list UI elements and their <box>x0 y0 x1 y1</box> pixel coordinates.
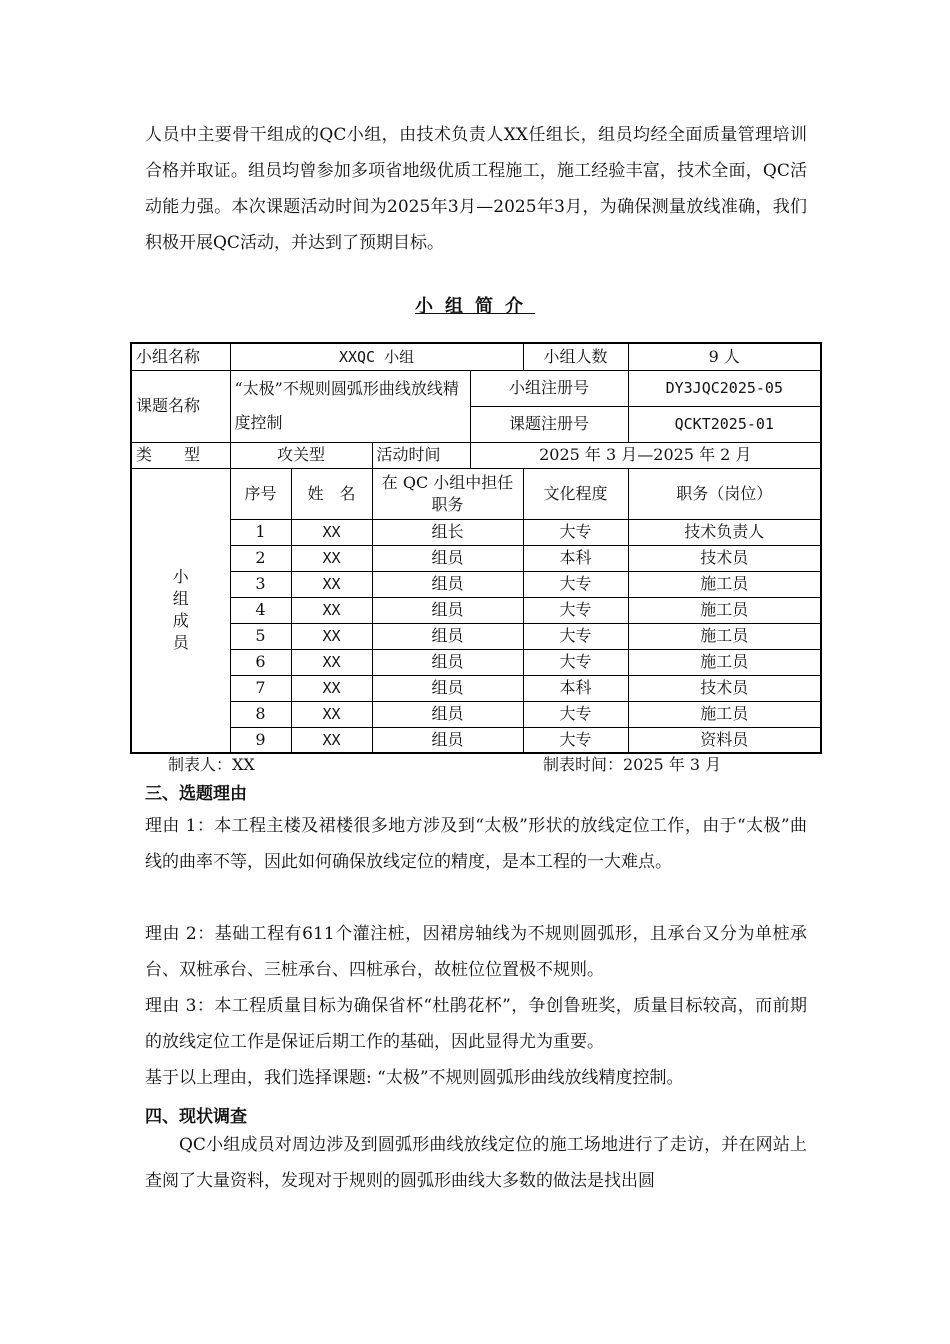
member-role: 组员 <box>372 545 523 571</box>
table-header-row <box>131 468 821 519</box>
member-position: 施工员 <box>628 701 821 727</box>
header-qc-role: 在 QC 小组中担任职务 <box>372 468 523 519</box>
group-name-label: 小组名称 <box>131 343 230 370</box>
group-reg-value: DY3JQC2025-05 <box>628 370 821 406</box>
activity-time-value: 2025 年 3 月—2025 年 2 月 <box>470 442 821 468</box>
member-name: XX <box>291 623 372 649</box>
members-label: 小组成员 <box>131 468 230 753</box>
member-position: 施工员 <box>628 623 821 649</box>
member-education: 本科 <box>523 545 628 571</box>
member-education: 大专 <box>523 701 628 727</box>
member-no: 4 <box>230 597 291 623</box>
member-position: 施工员 <box>628 597 821 623</box>
table-row <box>131 519 821 545</box>
member-role: 组长 <box>372 519 523 545</box>
table-row <box>131 727 821 753</box>
reason-1: 理由 1：本工程主楼及裙楼很多地方涉及到“太极”形状的放线定位工作，由于“太极”曲线的曲率不等，因此如何确保放线定位的精度，是本工程的一大难点。 <box>145 816 807 872</box>
prepared-time: 制表时间：2025 年 3 月 <box>543 755 722 774</box>
conclusion: 基于以上理由，我们选择课题: “太极”不规则圆弧形曲线放线精度控制。 <box>145 1068 684 1088</box>
group-name-value: XXQC 小组 <box>230 343 523 370</box>
member-role: 组员 <box>372 675 523 701</box>
member-name: XX <box>291 597 372 623</box>
table-row <box>131 343 821 370</box>
group-size-value: 9 人 <box>628 343 821 370</box>
type-value: 攻关型 <box>230 442 372 468</box>
topic-name-value: “太极”不规则圆弧形曲线放线精度控制 <box>230 370 470 442</box>
table-row <box>131 649 821 675</box>
group-reg-label: 小组注册号 <box>470 370 628 406</box>
member-name: XX <box>291 701 372 727</box>
intro-paragraph: 人员中主要骨干组成的QC小组，由技术负责人XX任组长，组员均经全面质量管理培训合格并取证。组员均曾参加多项省地级优质工程施工，施工经验丰富，技术全面，QC活动能力强。本次课题活动时间为2025年3月—2025年3月，为确保测量放线准确，我们积极开展QC活动，并达到了预期目标。 <box>145 125 807 253</box>
member-name: XX <box>291 675 372 701</box>
header-position: 职务（岗位） <box>628 468 821 519</box>
member-role: 组员 <box>372 649 523 675</box>
member-education: 大专 <box>523 519 628 545</box>
team-info-table <box>130 342 822 754</box>
group-size-label: 小组人数 <box>523 343 628 370</box>
member-education: 大专 <box>523 727 628 753</box>
member-no: 6 <box>230 649 291 675</box>
member-position: 资料员 <box>628 727 821 753</box>
member-education: 大专 <box>523 571 628 597</box>
table-row <box>131 571 821 597</box>
status-paragraph: QC小组成员对周边涉及到圆弧形曲线放线定位的施工场地进行了走访，并在网站上查阅了大量资料，发现对于规则的圆弧形曲线大多数的做法是找出圆 <box>145 1135 807 1191</box>
member-role: 组员 <box>372 571 523 597</box>
member-no: 3 <box>230 571 291 597</box>
member-position: 施工员 <box>628 649 821 675</box>
member-role: 组员 <box>372 623 523 649</box>
member-position: 施工员 <box>628 571 821 597</box>
reason-2: 理由 2：基础工程有611个灌注桩，因裙房轴线为不规则圆弧形，且承台又分为单桩承台、双桩承台、三桩承台、四桩承台，故桩位位置极不规则。 <box>145 924 807 980</box>
table-row <box>131 701 821 727</box>
section4-title: 四、现状调查 <box>145 1107 247 1127</box>
activity-time-label: 活动时间 <box>372 442 470 468</box>
member-education: 大专 <box>523 623 628 649</box>
table-row <box>131 370 821 406</box>
header-no: 序号 <box>230 468 291 519</box>
member-no: 7 <box>230 675 291 701</box>
prepared-by: 制表人：XX <box>168 755 255 774</box>
table-row <box>131 675 821 701</box>
type-label: 类 型 <box>131 442 230 468</box>
header-education: 文化程度 <box>523 468 628 519</box>
table-row <box>131 623 821 649</box>
member-no: 1 <box>230 519 291 545</box>
member-no: 8 <box>230 701 291 727</box>
reason-3: 理由 3：本工程质量目标为确保省杯“杜鹃花杯”，争创鲁班奖，质量目标较高，而前期的放线定位工作是保证后期工作的基础，因此显得尤为重要。 <box>145 996 807 1052</box>
table-row <box>131 545 821 571</box>
member-position: 技术负责人 <box>628 519 821 545</box>
member-name: XX <box>291 727 372 753</box>
member-no: 5 <box>230 623 291 649</box>
section3-title: 三、选题理由 <box>145 784 247 804</box>
member-no: 9 <box>230 727 291 753</box>
member-role: 组员 <box>372 727 523 753</box>
member-role: 组员 <box>372 701 523 727</box>
topic-reg-label: 课题注册号 <box>470 406 628 442</box>
member-position: 技术员 <box>628 545 821 571</box>
topic-reg-value: QCKT2025-01 <box>628 406 821 442</box>
table-row <box>131 442 821 468</box>
table-row <box>131 597 821 623</box>
member-education: 大专 <box>523 649 628 675</box>
header-name: 姓 名 <box>291 468 372 519</box>
member-name: XX <box>291 571 372 597</box>
member-name: XX <box>291 545 372 571</box>
member-no: 2 <box>230 545 291 571</box>
member-name: XX <box>291 649 372 675</box>
topic-name-label: 课题名称 <box>131 370 230 442</box>
member-name: XX <box>291 519 372 545</box>
team-intro-title: 小组简介 <box>415 296 535 317</box>
member-education: 大专 <box>523 597 628 623</box>
member-role: 组员 <box>372 597 523 623</box>
member-education: 本科 <box>523 675 628 701</box>
member-position: 技术员 <box>628 675 821 701</box>
